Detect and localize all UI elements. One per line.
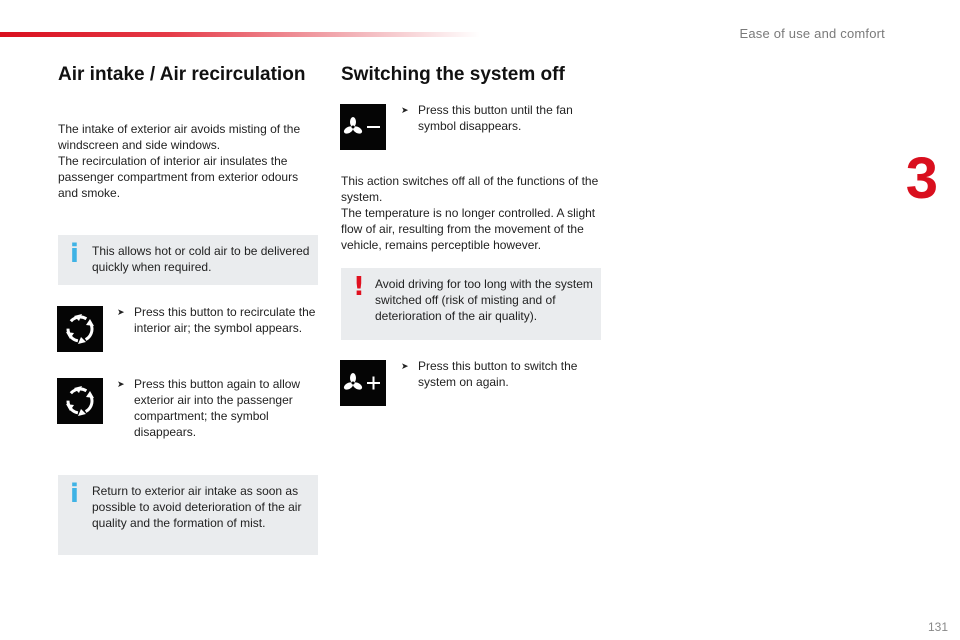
left-step-2 xyxy=(117,376,317,440)
info-text: Return to exterior air intake as soon as possible to avoid deterioration of the air quality and the formation of mist. xyxy=(92,484,302,530)
right-para-line-1: This action switches off all of the functions of the system. xyxy=(341,174,599,204)
fan-minus-button-icon xyxy=(340,104,386,150)
section-label: Ease of use and comfort xyxy=(739,26,885,41)
fan-plus-icon xyxy=(343,368,383,398)
warning-icon: ! xyxy=(353,272,365,302)
right-paragraph xyxy=(341,173,599,253)
info-icon: i xyxy=(70,479,79,509)
left-step-1 xyxy=(117,304,317,336)
right-step-2-text: Press this button to switch the system on again. xyxy=(418,359,578,389)
left-intro xyxy=(58,121,320,201)
right-step-1-text: Press this button until the fan symbol disappears. xyxy=(418,103,573,133)
left-step-1-text: Press this button to recirculate the interior air; the symbol appears. xyxy=(134,305,316,335)
intro-line-2: The recirculation of interior air insulates the passenger compartment from exterior odours and smoke. xyxy=(58,154,299,200)
info-icon: i xyxy=(70,239,79,269)
warning-box xyxy=(341,268,601,340)
exterior-air-button-icon xyxy=(57,378,103,424)
recirculation-off-icon xyxy=(60,381,100,421)
info-box-quick-air xyxy=(58,235,318,285)
bullet-icon: ➤ xyxy=(401,105,409,115)
right-para-line-2: The temperature is no longer controlled. A slight flow of air, resulting from the movement of the vehicle, remains perceptible however. xyxy=(341,206,596,252)
bullet-icon: ➤ xyxy=(401,361,409,371)
right-heading: Switching the system off xyxy=(341,64,565,85)
bullet-icon: ➤ xyxy=(117,379,125,389)
left-heading: Air intake / Air recirculation xyxy=(58,64,306,85)
recirculation-icon xyxy=(60,309,100,349)
header-accent-bar xyxy=(0,32,480,37)
bullet-icon: ➤ xyxy=(117,307,125,317)
right-step-1 xyxy=(401,102,596,134)
recirculation-button-icon xyxy=(57,306,103,352)
fan-minus-icon xyxy=(343,112,383,142)
warning-text: Avoid driving for too long with the system switched off (risk of misting and of deterioration of the air quality). xyxy=(375,277,593,323)
fan-plus-button-icon xyxy=(340,360,386,406)
left-step-2-text: Press this button again to allow exterior air into the passenger compartment; the symbol disappears. xyxy=(134,377,301,439)
right-step-2 xyxy=(401,358,596,390)
page-number: 131 xyxy=(927,620,948,634)
chapter-number: 3 xyxy=(905,146,938,211)
info-text: This allows hot or cold air to be delivered quickly when required. xyxy=(92,244,310,274)
intro-line-1: The intake of exterior air avoids misting of the windscreen and side windows. xyxy=(58,122,301,152)
info-box-return-exterior xyxy=(58,475,318,555)
